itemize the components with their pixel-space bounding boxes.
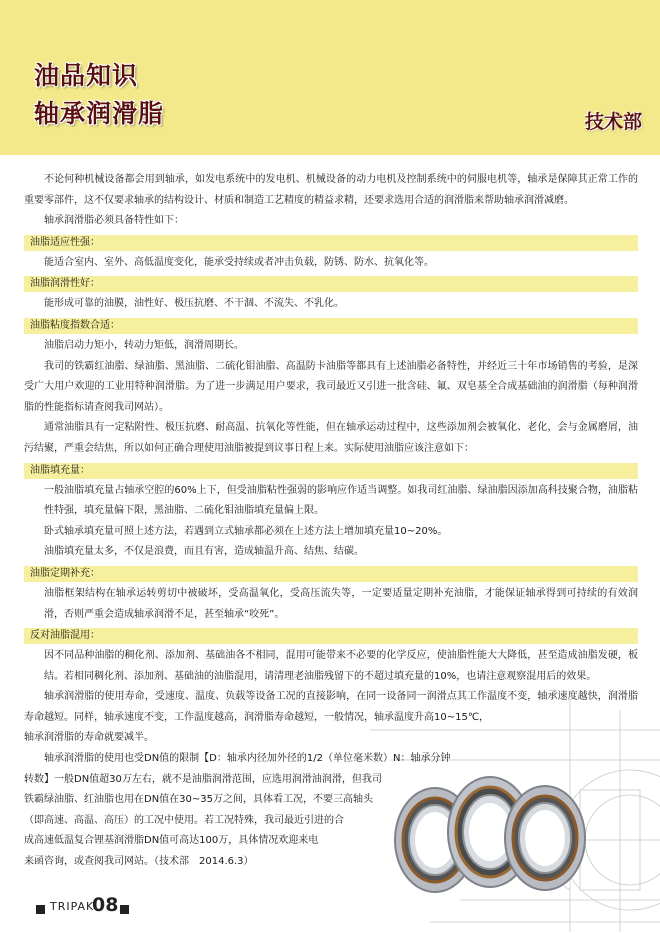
dn-line: 轴承润滑脂的使用也受DN值的限制【D：轴承内径加外径的1/2（单位毫米数）N：轴承分钟 [44, 753, 451, 765]
footer-square-icon [120, 905, 129, 914]
section-heading: 油脂适应性强： [24, 235, 638, 251]
section-text: 油脂启动力矩小，转动力矩低，润滑周期长。 [44, 339, 244, 351]
common-paragraph: 通常油脂具有一定粘附性、极压抗磨、耐高温、抗氧化等性能，但在轴承运动过程中，这些添加剂会被氧化、老化，会与金属磨屑，油污结聚，严重会结焦，所以如何正确合理使用油脂被提到议事日程上来。实际使用油脂应该注意如下： [24, 422, 638, 454]
dn-line: 成高速低温复合锂基润滑脂DN值可高达100万，具体情况欢迎来电 [24, 835, 319, 847]
section-heading: 反对油脂混用： [24, 628, 638, 644]
section-text: 油脂框架结构在轴承运转剪切中被破坏，受高温氧化，受高压流失等，一定要适量定期补充油脂，才能保证轴承得到可持续的有效润滑，否则严重会造成轴承润滑不足，甚至轴承“咬死”。 [44, 587, 638, 620]
section-text: 卧式轴承填充量可照上述方法，若遇到立式轴承都必须在上述方法上增加填充量10~20%。 [44, 525, 448, 537]
page-number: 08 [92, 894, 119, 916]
dn-line: 铁霸绿油脂、红油脂也用在DN值在30~35万之间，具体看工况，不要三高轴头 [24, 794, 374, 806]
footer-brand: TRIPAK [50, 900, 95, 913]
section-heading: 油脂定期补充： [24, 566, 638, 582]
section-text: 能适合室内、室外、高低温度变化，能承受持续或者冲击负载，防锈、防水、抗氧化等。 [44, 256, 434, 268]
intro-paragraph: 不论何种机械设备都会用到轴承，如发电系统中的发电机、机械设备的动力电机及控制系统中的伺服电机等，轴承是保障其正常工作的重要零部件，这不仅要求轴承的结构设计、材质和制造工艺精度的精益求精，还要求选用合适的润滑脂来帮助轴承润滑减磨。 [24, 174, 638, 206]
section-heading: 油脂润滑性好： [24, 276, 638, 292]
life-paragraph-tail: 轴承润滑脂的寿命就要减半。 [24, 732, 154, 744]
life-paragraph: 轴承润滑脂的使用寿命，受速度、温度、负载等设备工况的直接影响，在同一设备同一润滑点其工作温度不变，轴承速度越快，润滑脂寿命越短。同样，轴承速度不变，工作温度越高，润滑脂寿命越短，一般情况，轴承温度升高10~15℃， [24, 691, 638, 723]
section-heading: 油脂填充量： [24, 463, 638, 479]
dn-line: 转数】一般DN值超30万左右，就不是油脂润滑范围，应选用润滑油润滑，但我司 [24, 773, 382, 785]
dn-line: （即高速、高温、高压）的工况中使用。若工况特殊，我司最近引进的合 [24, 814, 344, 826]
section-text: 能形成可靠的油膜，油性好、极压抗磨、不干涸、不流失、不乳化。 [44, 298, 344, 310]
article-title: 轴承润滑脂 [34, 99, 165, 128]
footer-square-icon [36, 905, 45, 914]
section-heading: 油脂粘度指数合适： [24, 318, 638, 334]
department-label: 技术部 [584, 111, 642, 133]
category-title: 油品知识 [34, 61, 139, 90]
page-header [0, 0, 660, 155]
dn-line: 来函咨询，或查阅我司网站。（技术部 2014.6.3） [24, 856, 254, 868]
company-paragraph: 我司的铁霸红油脂、绿油脂、黑油脂、二硫化钼油脂、高温防卡油脂等都具有上述油脂必备特性，并经近三十年市场销售的考验，是深受广大用户欢迎的工业用特种润滑脂。为了进一步满足用户要求，我司最近又引进一批含硅、氟、双皂基全合成基础油的润滑脂（每种润滑脂的性能指标请查阅我司网站）。 [24, 360, 638, 413]
section-text: 油脂填充量太多，不仅是浪费，而且有害，造成轴温升高、结焦、结碳。 [44, 546, 364, 558]
article-body [24, 170, 638, 873]
page-footer [0, 894, 660, 933]
section-text: 因不同品种油脂的稠化剂、添加剂、基础油各不相同，混用可能带来不必要的化学反应，使油脂性能大大降低，甚至造成油脂发硬，板结。若相同稠化剂、添加剂、基础油的油脂混用，请清理老油脂残留下的不超过填充量的10%，也请注意观察混用后的效果。 [44, 650, 638, 682]
section-text: 一般油脂填充量占轴承空腔的60%上下，但受油脂粘性强弱的影响应作适当调整。如我司红油脂、绿油脂因添加高科技聚合物，油脂粘性特强，填充量偏下限，黑油脂、二硫化钼油脂填充量偏上限。 [44, 484, 638, 517]
requirements-intro: 轴承润滑脂必须具备特性如下： [44, 215, 184, 227]
